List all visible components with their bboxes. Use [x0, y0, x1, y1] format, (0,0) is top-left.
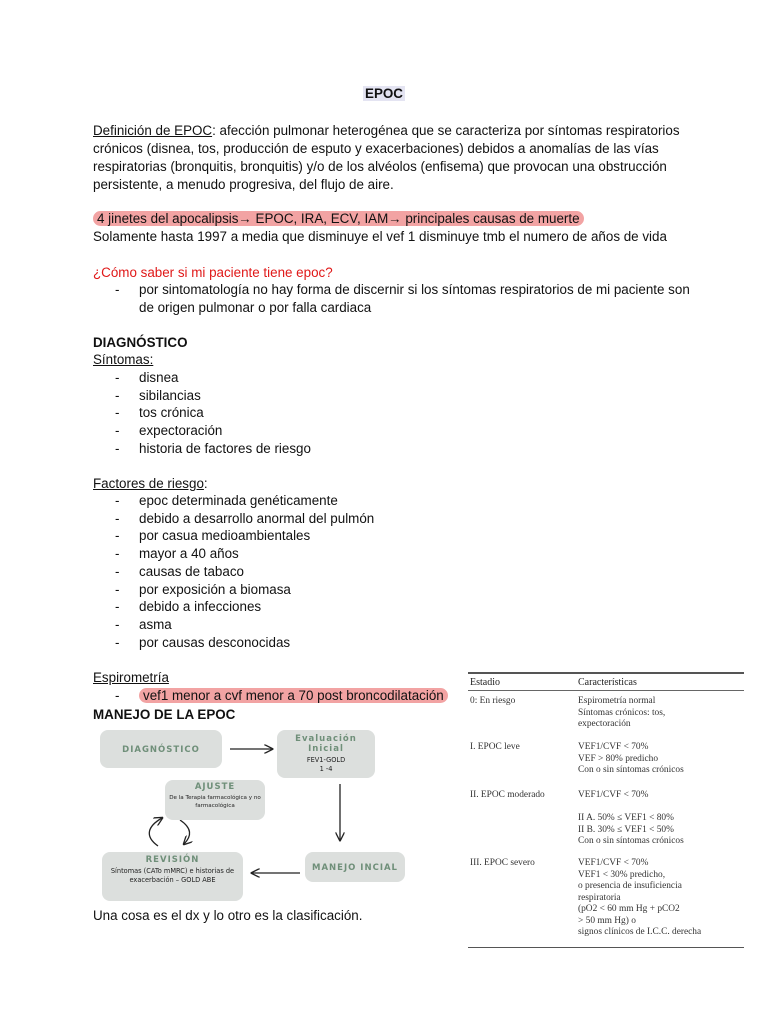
- arrow-revision-ajuste: [149, 818, 162, 846]
- factores-list: [93, 492, 703, 651]
- list-item: - por sintomatología no hay forma de discernir si los síntomas respiratorios de mi paciente son de origen pulmonar o por falla cardiaca: [93, 281, 703, 316]
- list-item: - causas de tabaco: [93, 563, 703, 581]
- list-item: [93, 687, 465, 705]
- list-item: - por casua medioambientales: [93, 527, 703, 545]
- table-row-cell: [578, 790, 684, 848]
- table-header-stage: Estadio: [470, 677, 500, 688]
- revision-box: [102, 852, 243, 901]
- manejo-inicial-box: [305, 852, 405, 882]
- list-item: - historia de factores de riesgo: [93, 440, 703, 458]
- cell-line: VEF1/CVF < 70%: [578, 790, 649, 800]
- factores-colon: :: [203, 476, 208, 491]
- highlight-line: [93, 210, 703, 228]
- manejo-flow-diagram: [100, 728, 460, 908]
- espirometria-highlight: vef1 menor a cvf menor a 70 post broncodilatación: [139, 688, 448, 703]
- definition-text: : afección pulmonar heterogénea que se caracteriza por síntomas respiratorios crónicos (disnea, tos, producción de esputo y exacerbaciones) debidos a anomalías de las vías respiratorias (bronquitis, bronquitis) y/o de los alvéolos (enfisema) que provocan una obstrucción persistente, a menudo progresiva, del flujo de aire.: [93, 123, 680, 192]
- document-title: EPOC: [365, 86, 403, 101]
- sintomas-label: [93, 351, 703, 369]
- cell-line: II A. 50% ≤ VEF1 < 80%: [578, 813, 674, 823]
- evaluacion-title: Evaluación Inicial: [295, 734, 357, 754]
- revision-text: Síntomas (CATo mMRC) e historias de exacerbación – GOLD ABE: [110, 867, 235, 884]
- diagnostico-box: [100, 730, 222, 768]
- cell-line: II B. 30% ≤ VEF1 < 50%: [578, 824, 674, 835]
- espirometria-list: [93, 687, 465, 705]
- list-item: - debido a desarrollo anormal del pulmón: [93, 510, 703, 528]
- question-list: [93, 281, 703, 316]
- cell-line: > 50 mm Hg) o: [578, 915, 636, 926]
- cell-line: VEF1/CVF < 70%: [578, 858, 649, 868]
- cell-spacer: [578, 802, 684, 814]
- table-row-stage: 0: En riesgo: [470, 696, 516, 706]
- table-row-cell: [578, 858, 701, 939]
- list-item: - debido a infecciones: [93, 598, 703, 616]
- cell-line: respiratoria: [578, 892, 621, 903]
- revision-title: REVISIÓN: [145, 855, 200, 865]
- question-line: ¿Cómo saber si mi paciente tiene epoc?: [93, 265, 333, 280]
- table-header-characteristics: Características: [578, 677, 637, 688]
- cell-line: (pO2 < 60 mm Hg + pCO2: [578, 904, 680, 914]
- list-item: - sibilancias: [93, 387, 703, 405]
- list-item: - tos crónica: [93, 404, 703, 422]
- manejo-heading: MANEJO DE LA EPOC: [93, 707, 236, 722]
- evaluacion-box: [277, 730, 375, 778]
- list-item: - por causas desconocidas: [93, 634, 703, 652]
- cell-line: Con o sin síntomas crónicos: [578, 765, 684, 775]
- list-item: - epoc determinada genéticamente: [93, 492, 703, 510]
- table-bottom-rule: [468, 947, 744, 948]
- table-row-stage: III. EPOC severo: [470, 858, 535, 868]
- evaluacion-line1: FEV1-GOLD: [306, 756, 346, 764]
- list-item: - disnea: [93, 369, 703, 387]
- cell-line: expectoración: [578, 719, 631, 729]
- cell-line: Síntomas crónicos: tos,: [578, 707, 666, 718]
- manejo-inicial-label: MANEJO INCIAL: [312, 863, 398, 873]
- diagnostico-heading: DIAGNÓSTICO: [93, 335, 188, 350]
- factores-label: [93, 475, 703, 493]
- cell-line: signos clínicos de I.C.C. derecha: [578, 927, 702, 937]
- staging-table: [468, 668, 744, 950]
- sintomas-label-text: Síntomas:: [93, 352, 154, 367]
- highlight-text: 4 jinetes del apocalipsis→ EPOC, IRA, ECV, IAM→ principales causas de muerte: [93, 211, 584, 226]
- table-row-cell: [578, 696, 665, 731]
- list-item: - expectoración: [93, 422, 703, 440]
- evaluacion-line2: 1 -4: [319, 765, 333, 773]
- table-header-rule: [468, 690, 744, 691]
- cell-line: VEF1 < 30% predicho,: [578, 869, 666, 880]
- factores-label-text: Factores de riesgo: [93, 476, 204, 491]
- cell-line: Con o sin síntomas crónicos: [578, 836, 684, 846]
- table-top-rule: [468, 672, 744, 674]
- closing-line: Una cosa es el dx y lo otro es la clasificación.: [93, 908, 363, 923]
- espirometria-label-text: Espirometría: [93, 670, 169, 685]
- arrow-ajuste-revision: [180, 820, 190, 844]
- definition-label: Definición de EPOC: [93, 123, 213, 138]
- cell-line: Espirometría normal: [578, 696, 656, 706]
- definition-paragraph: [93, 122, 703, 194]
- diagnostico-box-label: DIAGNÓSTICO: [122, 745, 200, 755]
- ajuste-title: AJUSTE: [194, 782, 236, 792]
- list-item: - asma: [93, 616, 703, 634]
- ajuste-text: De la Terapia farmacológica y no farmacológica: [169, 795, 261, 809]
- table-row-cell: [578, 742, 684, 777]
- list-item: - mayor a 40 años: [93, 545, 703, 563]
- cell-line: VEF1/CVF < 70%: [578, 742, 649, 752]
- sintomas-list: [93, 369, 703, 458]
- list-item: - por exposición a biomasa: [93, 581, 703, 599]
- cell-line: o presencia de insuficiencia: [578, 881, 682, 891]
- note-paragraph: Solamente hasta 1997 a media que disminuye el vef 1 disminuye tmb el numero de años de vida: [93, 229, 667, 244]
- table-row-stage: II. EPOC moderado: [470, 790, 545, 800]
- cell-line: VEF > 80% predicho: [578, 753, 659, 764]
- table-row-stage: I. EPOC leve: [470, 742, 520, 752]
- ajuste-box: [165, 780, 265, 820]
